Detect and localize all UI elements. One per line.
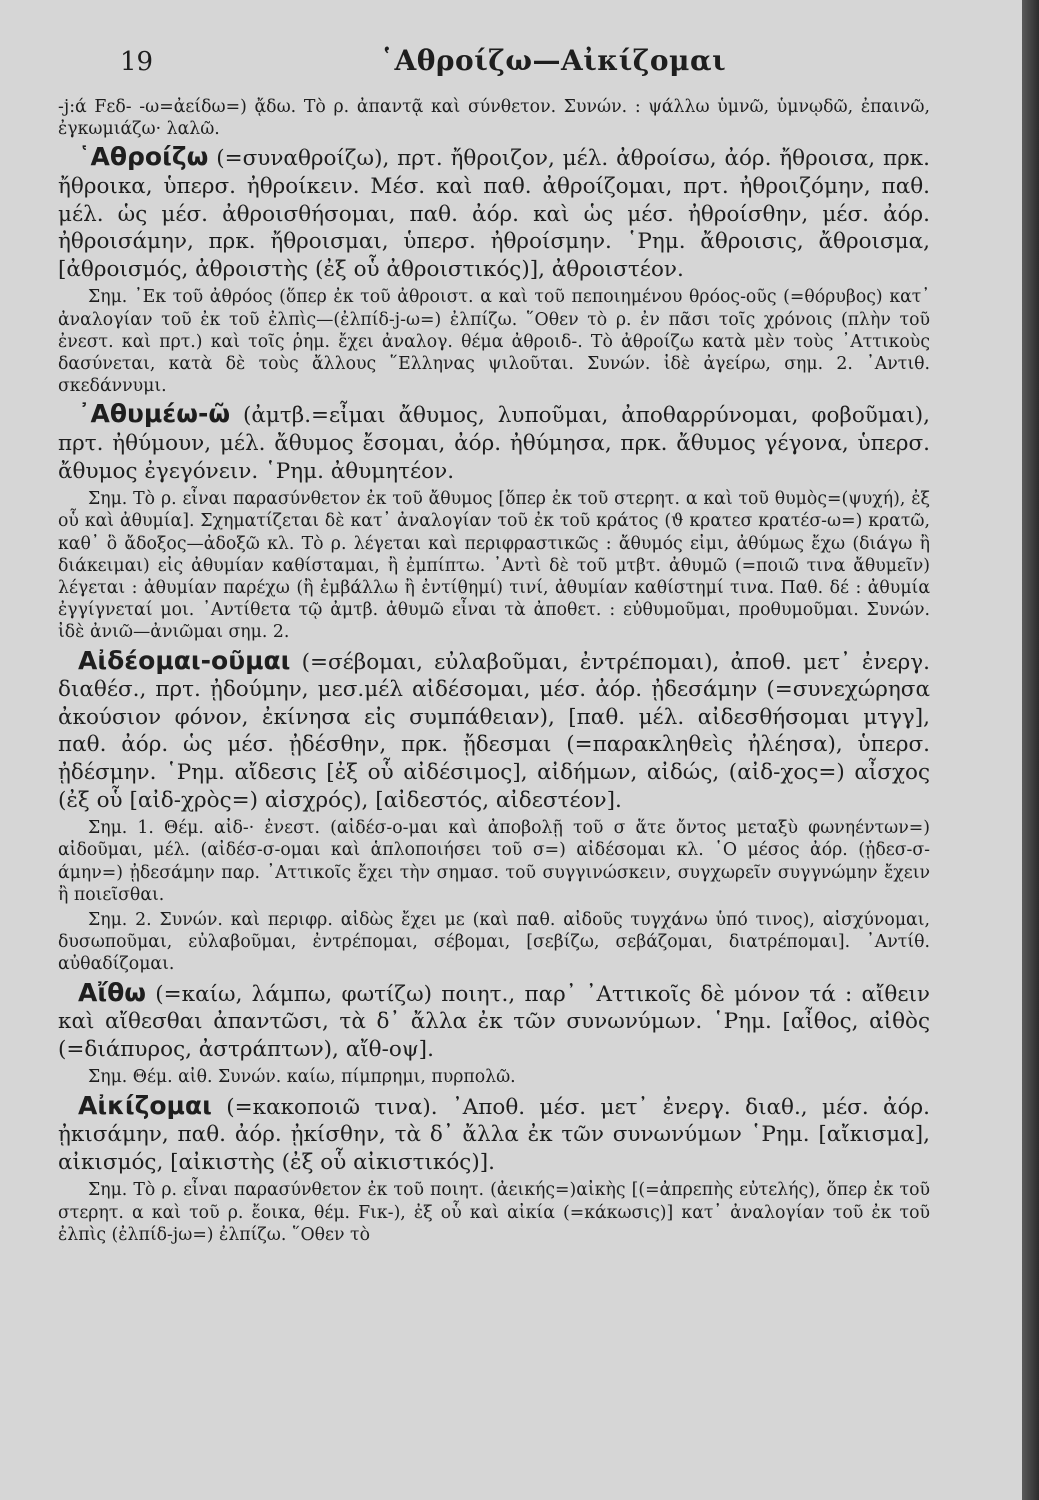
entry-text: (ἀμτβ.=εἶμαι ἄθυμος, λυποῦμαι, ἀποθαρρύνομαι, φοβοῦμαι), πρτ. ἠθύμουν, μέλ. ἄθυμος ἔσομαι, ἀόρ. ἠθύμησα, πρκ. ἄθυμος γέγονα, ὑπερσ. ἄθυμος ἐγεγόνειν. ῾Ρημ. ἀθυμητέον. [58, 403, 930, 484]
entry-headword: Αἴθω [78, 977, 146, 1007]
dictionary-entry [58, 979, 930, 1089]
dictionary-entry [58, 143, 930, 397]
entry-note: Σημ. ᾿Εκ τοῦ ἀθρόος (ὅπερ ἐκ τοῦ ἀθροιστ. α καὶ τοῦ πεποιημένου θρόος-οῦς (=θόρυβος) κατ᾿ ἀναλογίαν τοῦ ἐκ τοῦ ἐλπὶς—(ἐλπίδ-j-ω=) ἐλπίζω. ῞Οθεν τὸ ρ. ἐν πᾶσι τοῖς χρόνοις (πλὴν τοῦ ἐνεστ. καὶ πρτ.) καὶ τοῖς ῥημ. ἔχει ἀναλογ. θέμα ἀθροιδ-. Τὸ ἀθροίζω κατὰ μὲν τοὺς ᾿Αττικοὺς δασύνεται, κατὰ δὲ τοὺς ἄλλους ῞Ελληνας ψιλοῦται. Συνών. ἰδὲ ἀγείρω, σημ. 2. ᾿Αντιθ. σκεδάννυμι. [58, 287, 930, 397]
entry-note: Σημ. Θέμ. αἰθ. Συνών. καίω, πίμπρημι, πυρπολῶ. [88, 1067, 516, 1088]
running-head: ῾Αθροίζω—Αἰκίζομαι [380, 44, 727, 77]
entry-notes [58, 286, 930, 397]
entry-note: Σημ. Τὸ ρ. εἶναι παρασύνθετον ἐκ τοῦ ἄθυμος [ὅπερ ἐκ τοῦ στερητ. α καὶ τοῦ θυμὸς=(ψυχή), ἐξ οὗ καὶ ἀθυμία]. Σχηματίζεται δὲ κατ᾿ ἀναλογίαν τοῦ ἐκ τοῦ κράτος (ϑ κρατεσ κρατέσ-ω=) κρατῶ, καθ᾿ ὃ ἄδοξος—ἀδοξῶ κλ. Τὸ ρ. λέγεται καὶ περιφραστικῶς : ἄθυμός εἰμι, ἀθύμως ἔχω (διάγω ἢ διάκειμαι) εἰς ἀθυμίαν καθίσταμαι, ἢ ἐμπίπτω. ᾿Αντὶ δὲ τοῦ μτβτ. ἀθυμῶ (=ποιῶ τινα ἄθυμεῖν) λέγεται : ἀθυμίαν παρέχω (ἢ ἐμβάλλω ἢ ἐντίθημί) τινί, ἀθυμίαν καθίστημί τινα. Παθ. δέ : ἀθυμία ἐγγίγνεταί μοι. ᾿Αντίθετα τῷ ἀμτβ. ἀθυμῶ εἶναι τὰ ἀποθετ. : εὐθυμοῦμαι, προθυμοῦμαι. Συνών. ἰδὲ ἀνιῶ—ἀνιῶμαι σημ. 2. [58, 489, 930, 643]
entry-note: Σημ. 2. Συνών. καὶ περιφρ. αἰδὼς ἔχει με (καὶ παθ. αἰδοῦς τυγχάνω ὑπό τινος), αἰσχύνομαι, δυσωποῦμαι, εὐλαβοῦμαι, ἐντρέπομαι, σέβομαι, [σεβίζω, σεβάζομαι, διατρέπομαι]. ᾿Αντίθ. αὐθαδίζομαι. [58, 909, 930, 975]
entry-notes [58, 1179, 930, 1246]
entry-text: (=σέβομαι, εὐλαβοῦμαι, ἐντρέπομαι), ἀποθ. μετ᾿ ἐνεργ. διαθέσ., πρτ. ᾐδούμην, μεσ.μέλ αἰδέσομαι, μέσ. ἀόρ. ᾐδεσάμην (=συνεχώρησα ἀκούσιον φόνον, ἐκίνησα εἰς συμπάθειαν), [παθ. μέλ. αἰδεσθήσομαι μτγγ], παθ. ἀόρ. ὡς μέσ. ᾐδέσθην, πρκ. ᾔδεσμαι (=παρακληθεὶς ἠλέησα), ὑπερσ. ᾐδέσμην. ῾Ρημ. αἴδεσις [ἐξ οὗ αἰδέσιμος], αἰδήμων, αἰδώς, (αἰδ-χος=) αἶσχος (ἐξ οὗ [αἰδ-χρὸς=) αἰσχρός), [αἰδεστός, αἰδεστέον]. [58, 649, 930, 813]
entry-note: Σημ. 1. Θέμ. αἰδ-· ἐνεστ. (αἰδέσ-ο-μαι καὶ ἀποβολῇ τοῦ σ ἅτε ὄντος μεταξὺ φωνηέντων=) αἰδοῦμαι, μέλ. (αἰδέσ-σ-ομαι καὶ ἁπλοποιήσει τοῦ σ=) αἰδέσομαι κλ. ῾Ο μέσος ἀόρ. (ᾐδεσ-σ-άμην=) ᾐδεσάμην παρ. ᾿Αττικοῖς ἔχει τὴν σημασ. τοῦ συγγινώσκειν, συγχωρεῖν συγγνώμην ἔχειν ἢ ποιεῖσθαι. [58, 818, 930, 905]
entry-headword: Αἰκίζομαι [78, 1090, 212, 1120]
continued-fragment: -j:ά Fεδ- -ω=ἀείδω=) ᾄδω. Τὸ ρ. ἀπαντᾷ καὶ σύνθετον. Συνών. : ψάλλω ὑμνῶ, ὑμνῳδῶ, ἐπαινῶ, ἐγκωμιάζω· λαλῶ. [58, 97, 930, 140]
page-body [58, 96, 930, 1246]
dictionary-entry [58, 647, 930, 976]
entry-text: (=καίω, λάμπω, φωτίζω) ποιητ., παρ᾿ ᾿Αττικοῖς δὲ μόνον τά : αἴθειν καὶ αἴθεσθαι ἀπαντῶσι, τὰ δ᾿ ἄλλα ἐκ τῶν συνωνύμων. ῾Ρημ. [αἶθος, αἰθὸς (=διάπυρος, ἀστράπτων), αἴθ-οψ]. [58, 981, 930, 1062]
entry-notes [58, 817, 930, 975]
entry-headword: ᾿Αθυμέω-ῶ [78, 399, 231, 429]
page-header [58, 44, 930, 90]
entry-headword: ῾Αθροίζω [78, 142, 209, 172]
entry-note: Σημ. Τὸ ρ. εἶναι παρασύνθετον ἐκ τοῦ ποιητ. (ἀεικής=)αἰκὴς [(=ἀπρεπὴς εὐτελής), ὅπερ ἐκ τοῦ στερητ. α καὶ τοῦ ρ. ἔοικα, θέμ. Fικ-), ἐξ οὗ καὶ αἰκία (=κάκωσις)] κατ᾿ ἀναλογίαν τοῦ ἐκ τοῦ ἐλπὶς (ἐλπίδ-jω=) ἐλπίζω. ῞Οθεν τὸ [58, 1180, 930, 1245]
entry-notes [58, 488, 930, 643]
entry-headword: Αἰδέομαι-οῦμαι [78, 645, 291, 675]
dictionary-entry [58, 400, 930, 643]
entry-text: (=συναθροίζω), πρτ. ἤθροιζον, μέλ. ἀθροίσω, ἀόρ. ἤθροισα, πρκ. ἤθροικα, ὑπερσ. ἠθροίκειν. Μέσ. καὶ παθ. ἀθροίζομαι, πρτ. ἠθροιζόμην, παθ. μέλ. ὡς μέσ. ἀθροισθήσομαι, παθ. ἀόρ. καὶ ὡς μέσ. ἠθροίσθην, μέσ. ἀόρ. ἠθροισάμην, πρκ. ἤθροισμαι, ὑπερσ. ἠθροίσμην. ῾Ρημ. ἄθροισις, ἄθροισμα, [ἀθροισμός, ἀθροιστὴς (ἐξ οὗ ἀθροιστικός)], ἀθροιστέον. [58, 146, 931, 282]
book-spine-edge [1022, 0, 1039, 1500]
entry-text: (=κακοποιῶ τινα). ᾿Αποθ. μέσ. μετ᾿ ἐνεργ. διαθ., μέσ. ἀόρ. ᾐκισάμην, παθ. ἀόρ. ᾐκίσθην, τὰ δ᾿ ἄλλα ἐκ τῶν συνωνύμων ῾Ρημ. [αἴκισμα], αἰκισμός, [αἰκιστὴς (ἐξ οὗ αἰκιστικός)]. [58, 1094, 930, 1175]
page-number: 19 [120, 47, 154, 77]
entry-notes [58, 1066, 930, 1088]
dictionary-entry [58, 1092, 930, 1246]
